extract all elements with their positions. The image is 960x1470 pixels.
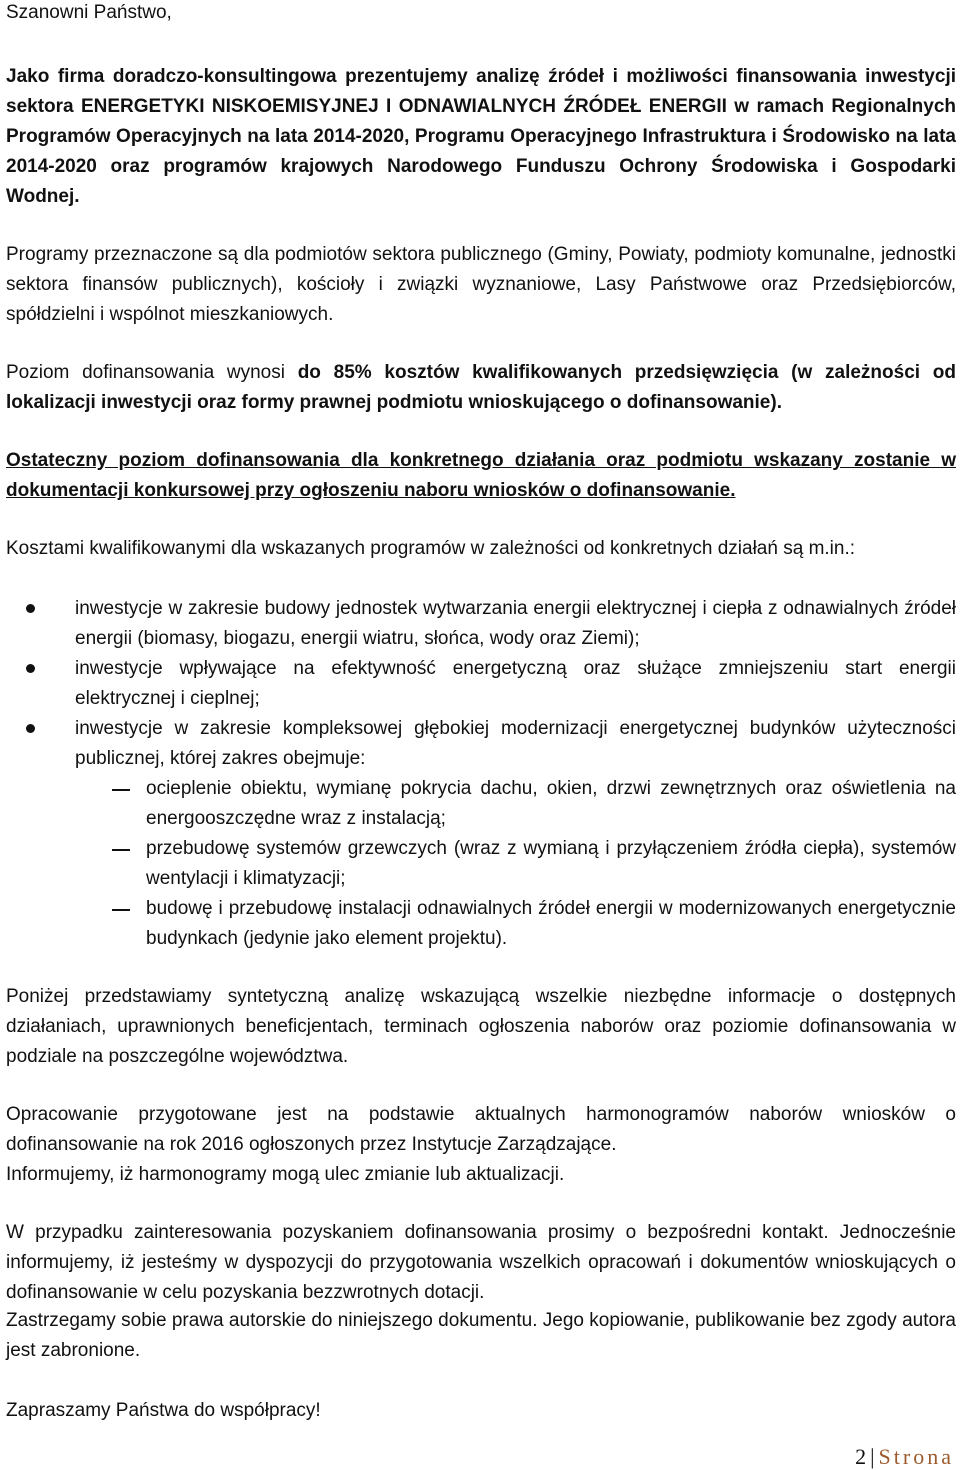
list-item-text: inwestycje w zakresie kompleksowej głębokiej modernizacji energetycznej budynków użyteczności publicznej, której zakres obejmuje: — [75, 718, 956, 769]
bullet-icon — [26, 724, 35, 733]
sub-list-item — [6, 834, 956, 894]
list-item — [6, 714, 956, 774]
closing-line: Zapraszamy Państwa do współpracy! — [6, 1400, 321, 1421]
bullet-icon — [26, 664, 35, 673]
sub-list-item — [6, 774, 956, 834]
eligible-costs-intro: Kosztami kwalifikowanymi dla wskazanych programów w zależności od konkretnych działań są m.in.: — [6, 538, 856, 559]
sub-list-item-text: ocieplenie obiektu, wymianę pokrycia dachu, okien, drzwi zewnętrznych oraz oświetlenia na energooszczędne wraz z instalacją; — [146, 778, 956, 829]
page-number: 2 — [855, 1444, 867, 1469]
schedule-paragraph: Opracowanie przygotowane jest na podstawie aktualnych harmonogramów naborów wniosków o dofinansowanie na rok 2016 ogłoszonych przez Instytucje Zarządzające. — [6, 1104, 956, 1155]
final-level-notice: Ostateczny poziom dofinansowania dla konkretnego działania oraz podmiotu wskazany zostanie w dokumentacji konkursowej przy ogłoszeniu naboru wniosków o dofinansowanie. — [6, 450, 956, 501]
intro-paragraph: Jako firma doradczo-konsultingowa prezentujemy analizę źródeł i możliwości finansowania inwestycji sektora ENERGETYKI NISKOEMISYJNEJ I ODNAWIALNYCH ŹRÓDEŁ ENERGII w ramach Regionalnych Programów Operacyjnych na lata 2014-2020, Programu Operacyjnego Infrastruktura i Środowisko na lata 2014-2020 oraz programów krajowych Narodowego Funduszu Ochrony Środowiska i Gospodarki Wodnej. — [6, 66, 956, 207]
dash-icon — [112, 849, 130, 851]
eligible-costs-list — [6, 594, 956, 954]
dash-icon — [112, 789, 130, 791]
funding-level-paragraph — [6, 358, 956, 418]
sub-list-item-text: przebudowę systemów grzewczych (wraz z wymianą i przyłączeniem źródła ciepła), systemów wentylacji i klimatyzacji; — [146, 838, 956, 889]
sub-list-item-text: budowę i przebudowę instalacji odnawialnych źródeł energii w modernizowanych energetycznie budynkach (jedynie jako element projektu). — [146, 898, 956, 949]
analysis-paragraph: Poniżej przedstawiamy syntetyczną analizę wskazującą wszelkie niezbędne informacje o dostępnych działaniach, uprawnionych beneficjentach, terminach ogłoszenia naborów oraz poziomie dofinansowania w podziale na poszczególne województwa. — [6, 986, 956, 1067]
list-item-text: inwestycje w zakresie budowy jednostek wytwarzania energii elektrycznej i ciepła z odnawialnych źródeł energii (biomasy, biogazu, energii wiatru, słońca, wody oraz Ziemi); — [75, 598, 956, 649]
greeting: Szanowni Państwo, — [6, 2, 172, 23]
funding-level-emphasis: do 85% kosztów kwalifikowanych przedsięwzięcia (w zależności od lokalizacji inwestycji oraz formy prawnej podmiotu wnioskującego o dofinansowanie). — [6, 362, 957, 413]
funding-level-lead: Poziom dofinansowania wynosi — [6, 362, 298, 383]
footer-separator: | — [870, 1444, 875, 1469]
schedule-change-note: Informujemy, iż harmonogramy mogą ulec zmianie lub aktualizacji. — [6, 1164, 565, 1185]
page-footer — [855, 1444, 954, 1470]
copyright-paragraph: Zastrzegamy sobie prawa autorskie do niniejszego dokumentu. Jego kopiowanie, publikowanie bez zgody autora jest zabronione. — [6, 1310, 956, 1361]
sub-list-item — [6, 894, 956, 954]
contact-paragraph: W przypadku zainteresowania pozyskaniem dofinansowania prosimy o bezpośredni kontakt. Jednocześnie informujemy, iż jesteśmy w dyspozycji do przygotowania wszelkich opracowań i dokumentów wnioskujących o dofinansowanie w celu pozyskania bezzwrotnych dotacji. — [6, 1222, 956, 1303]
list-item-text: inwestycje wpływające na efektywność energetyczną oraz służące zmniejszeniu start energii elektrycznej i cieplnej; — [75, 658, 956, 709]
footer-label: Strona — [878, 1444, 954, 1469]
eligibility-paragraph: Programy przeznaczone są dla podmiotów sektora publicznego (Gminy, Powiaty, podmioty komunalne, jednostki sektora finansów publicznych), kościoły i związki wyznaniowe, Lasy Państwowe oraz Przedsiębiorców, spółdzielni i wspólnot mieszkaniowych. — [6, 244, 956, 325]
bullet-icon — [26, 604, 35, 613]
dash-icon — [112, 909, 130, 911]
list-item — [6, 654, 956, 714]
list-item — [6, 594, 956, 654]
